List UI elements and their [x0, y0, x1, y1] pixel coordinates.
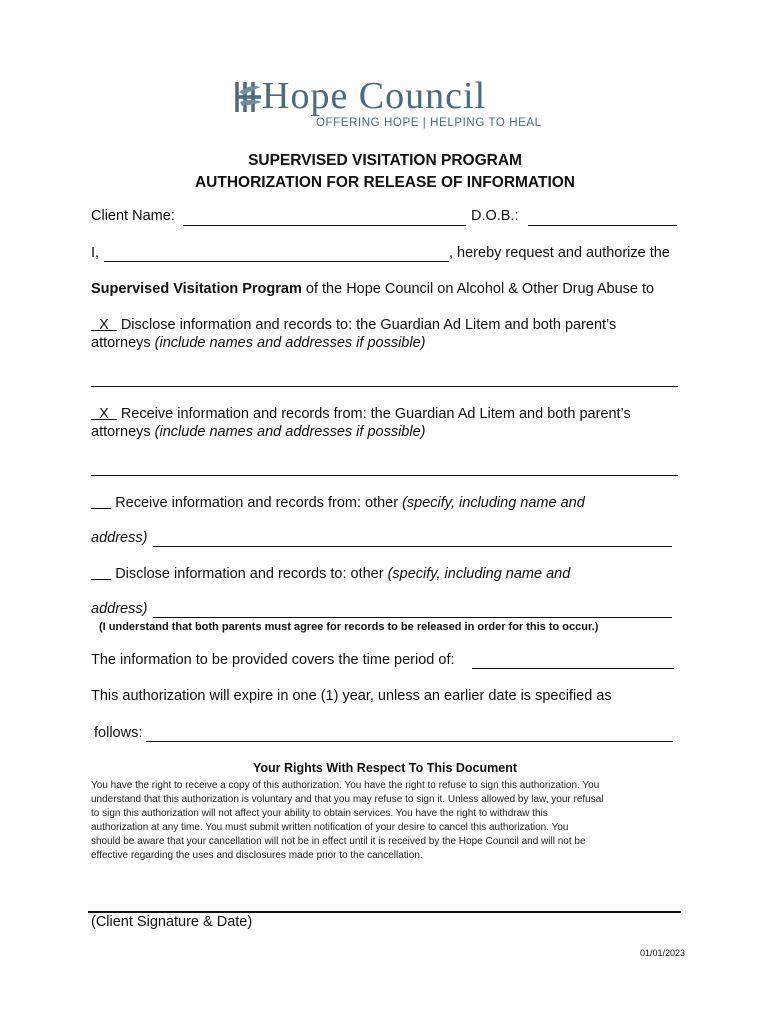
logo-name: Hope Council: [262, 75, 487, 117]
expiry-date-field[interactable]: [146, 741, 673, 742]
option-receive-other: Receive information and records from: other (specify, including name and: [91, 495, 585, 511]
option-4-checkmark[interactable]: [91, 566, 111, 582]
option-2-names-field[interactable]: [91, 475, 678, 476]
rights-title: Your Rights With Respect To This Document: [252, 761, 517, 775]
rights-body: [91, 779, 681, 863]
signature-line[interactable]: [88, 911, 681, 913]
program-statement: [91, 281, 654, 297]
hope-council-logo: [234, 74, 554, 134]
logo-tagline: OFFERING HOPE | HELPING TO HEAL: [316, 117, 542, 129]
time-period-field[interactable]: [472, 668, 674, 669]
option-4-address-field[interactable]: [153, 617, 672, 618]
rights-line: to sign this authorization will not affect your ability to obtain services. You have the right to withdraw this: [91, 808, 548, 819]
option-2-line2: attorneys (include names and addresses if possible): [91, 424, 426, 440]
option-1-text: Disclose information and records to: the Guardian Ad Litem and both parent’s: [120, 317, 617, 333]
form-title-line2: AUTHORIZATION FOR RELEASE OF INFORMATION: [194, 174, 575, 191]
client-name-label: Client Name:: [91, 208, 175, 224]
client-name-field[interactable]: [183, 225, 466, 226]
option-3-address-label: address): [91, 530, 148, 546]
option-3-text: Receive information and records from: other: [115, 495, 403, 511]
rights-line: should be aware that your cancellation will not be in effect until it is received by the Hope Council and will not be: [91, 836, 586, 847]
request-suffix: , hereby request and authorize the: [449, 245, 670, 261]
form-title-line1: SUPERVISED VISITATION PROGRAM: [248, 152, 522, 169]
rights-line: authorization at any time. You must submit written notification of your desire to cancel this authorization. You: [91, 822, 569, 833]
expiry-follows-label: follows:: [94, 725, 143, 741]
option-1-checkmark[interactable]: X: [99, 317, 109, 333]
option-3-checkmark[interactable]: [91, 495, 111, 511]
option-3-address-field[interactable]: [153, 546, 672, 547]
expiry-statement: This authorization will expire in one (1) year, unless an earlier date is specified as: [91, 688, 612, 704]
request-prefix: I,: [91, 245, 100, 261]
option-1-names-field[interactable]: [91, 386, 678, 387]
hope-council-logo-icon: [234, 78, 264, 114]
rights-line: You have the right to receive a copy of this authorization. You have the right to refuse to sign this authorization. You: [91, 780, 600, 791]
option-disclose-gal: [91, 317, 616, 333]
option-2-checkmark[interactable]: X: [99, 406, 109, 422]
program-name: Supervised Visitation Program: [91, 281, 302, 297]
consent-note: (I understand that both parents must agree for records to be released in order for this to occur.): [99, 621, 599, 633]
time-period-label: The information to be provided covers the time period of:: [91, 652, 455, 668]
rights-line: understand that this authorization is voluntary and that you may refuse to sign it. Unless allowed by law, your refusal: [91, 794, 604, 805]
program-rest: of the Hope Council on Alcohol & Other Drug Abuse to: [301, 281, 655, 297]
signature-label: (Client Signature & Date): [91, 914, 253, 930]
option-1-line2: attorneys (include names and addresses if possible): [91, 335, 426, 351]
option-disclose-other: Disclose information and records to: other (specify, including name and: [91, 566, 570, 582]
requester-name-field[interactable]: [104, 261, 449, 262]
dob-field[interactable]: [528, 225, 677, 226]
option-4-text: Disclose information and records to: other: [115, 566, 388, 582]
rights-line: effective regarding the uses and disclosures made prior to the cancellation.: [91, 850, 423, 861]
option-receive-gal: [91, 406, 631, 422]
option-4-address-label: address): [91, 601, 148, 617]
dob-label: D.O.B.:: [471, 208, 519, 224]
revision-date: 01/01/2023: [640, 948, 686, 958]
option-2-text: Receive information and records from: the Guardian Ad Litem and both parent’s: [120, 406, 631, 422]
